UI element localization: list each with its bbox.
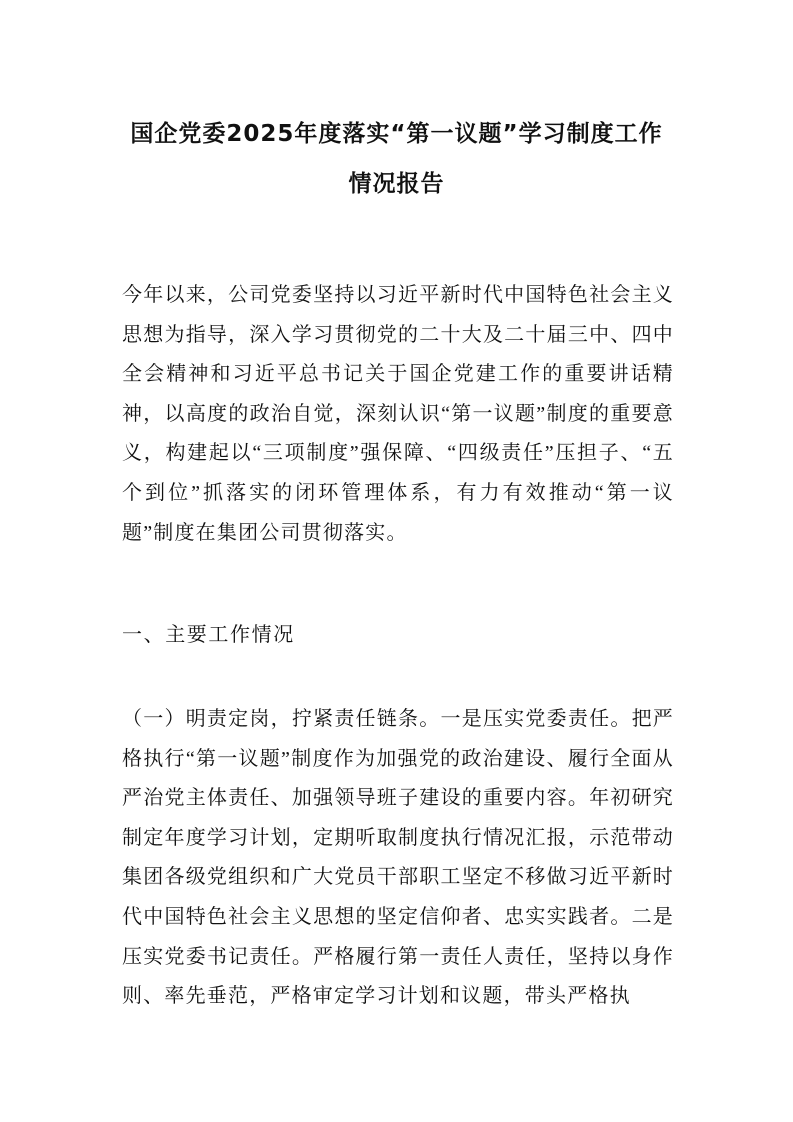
section-heading: 一、主要工作情况 (122, 624, 295, 646)
document-title (0, 122, 793, 196)
intro-paragraph: 今年以来，公司党委坚持以习近平新时代中国特色社会主义思想为指导，深入学习贯彻党的二十大及二十届三中、四中全会精神和习近平总书记关于国企党建工作的重要讲话精神，以高度的政治自觉，深刻认识“第一议题”制度的重要意义，构建起以“三项制度”强保障、“四级责任”压担子、“五个到位”抓落实的闭环管理体系，有力有效推动“第一议题”制度在集团公司贯彻落实。 (122, 284, 674, 544)
title-line-1: 国企党委2025年度落实“第一议题”学习制度工作 (130, 121, 663, 147)
title-line-2: 情况报告 (348, 171, 445, 197)
section-paragraph: （一）明责定岗，拧紧责任链条。一是压实党委责任。把严格执行“第一议题”制度作为加强党的政治建设、履行全面从严治党主体责任、加强领导班子建设的重要内容。年初研究制定年度学习计划，定期听取制度执行情况汇报，示范带动集团各级党组织和广大党员干部职工坚定不移做习近平新时代中国特色社会主义思想的坚定信仰者、忠实实践者。二是压实党委书记责任。严格履行第一责任人责任，坚持以身作则、率先垂范，严格审定学习计划和议题，带头严格执 (122, 708, 674, 1008)
